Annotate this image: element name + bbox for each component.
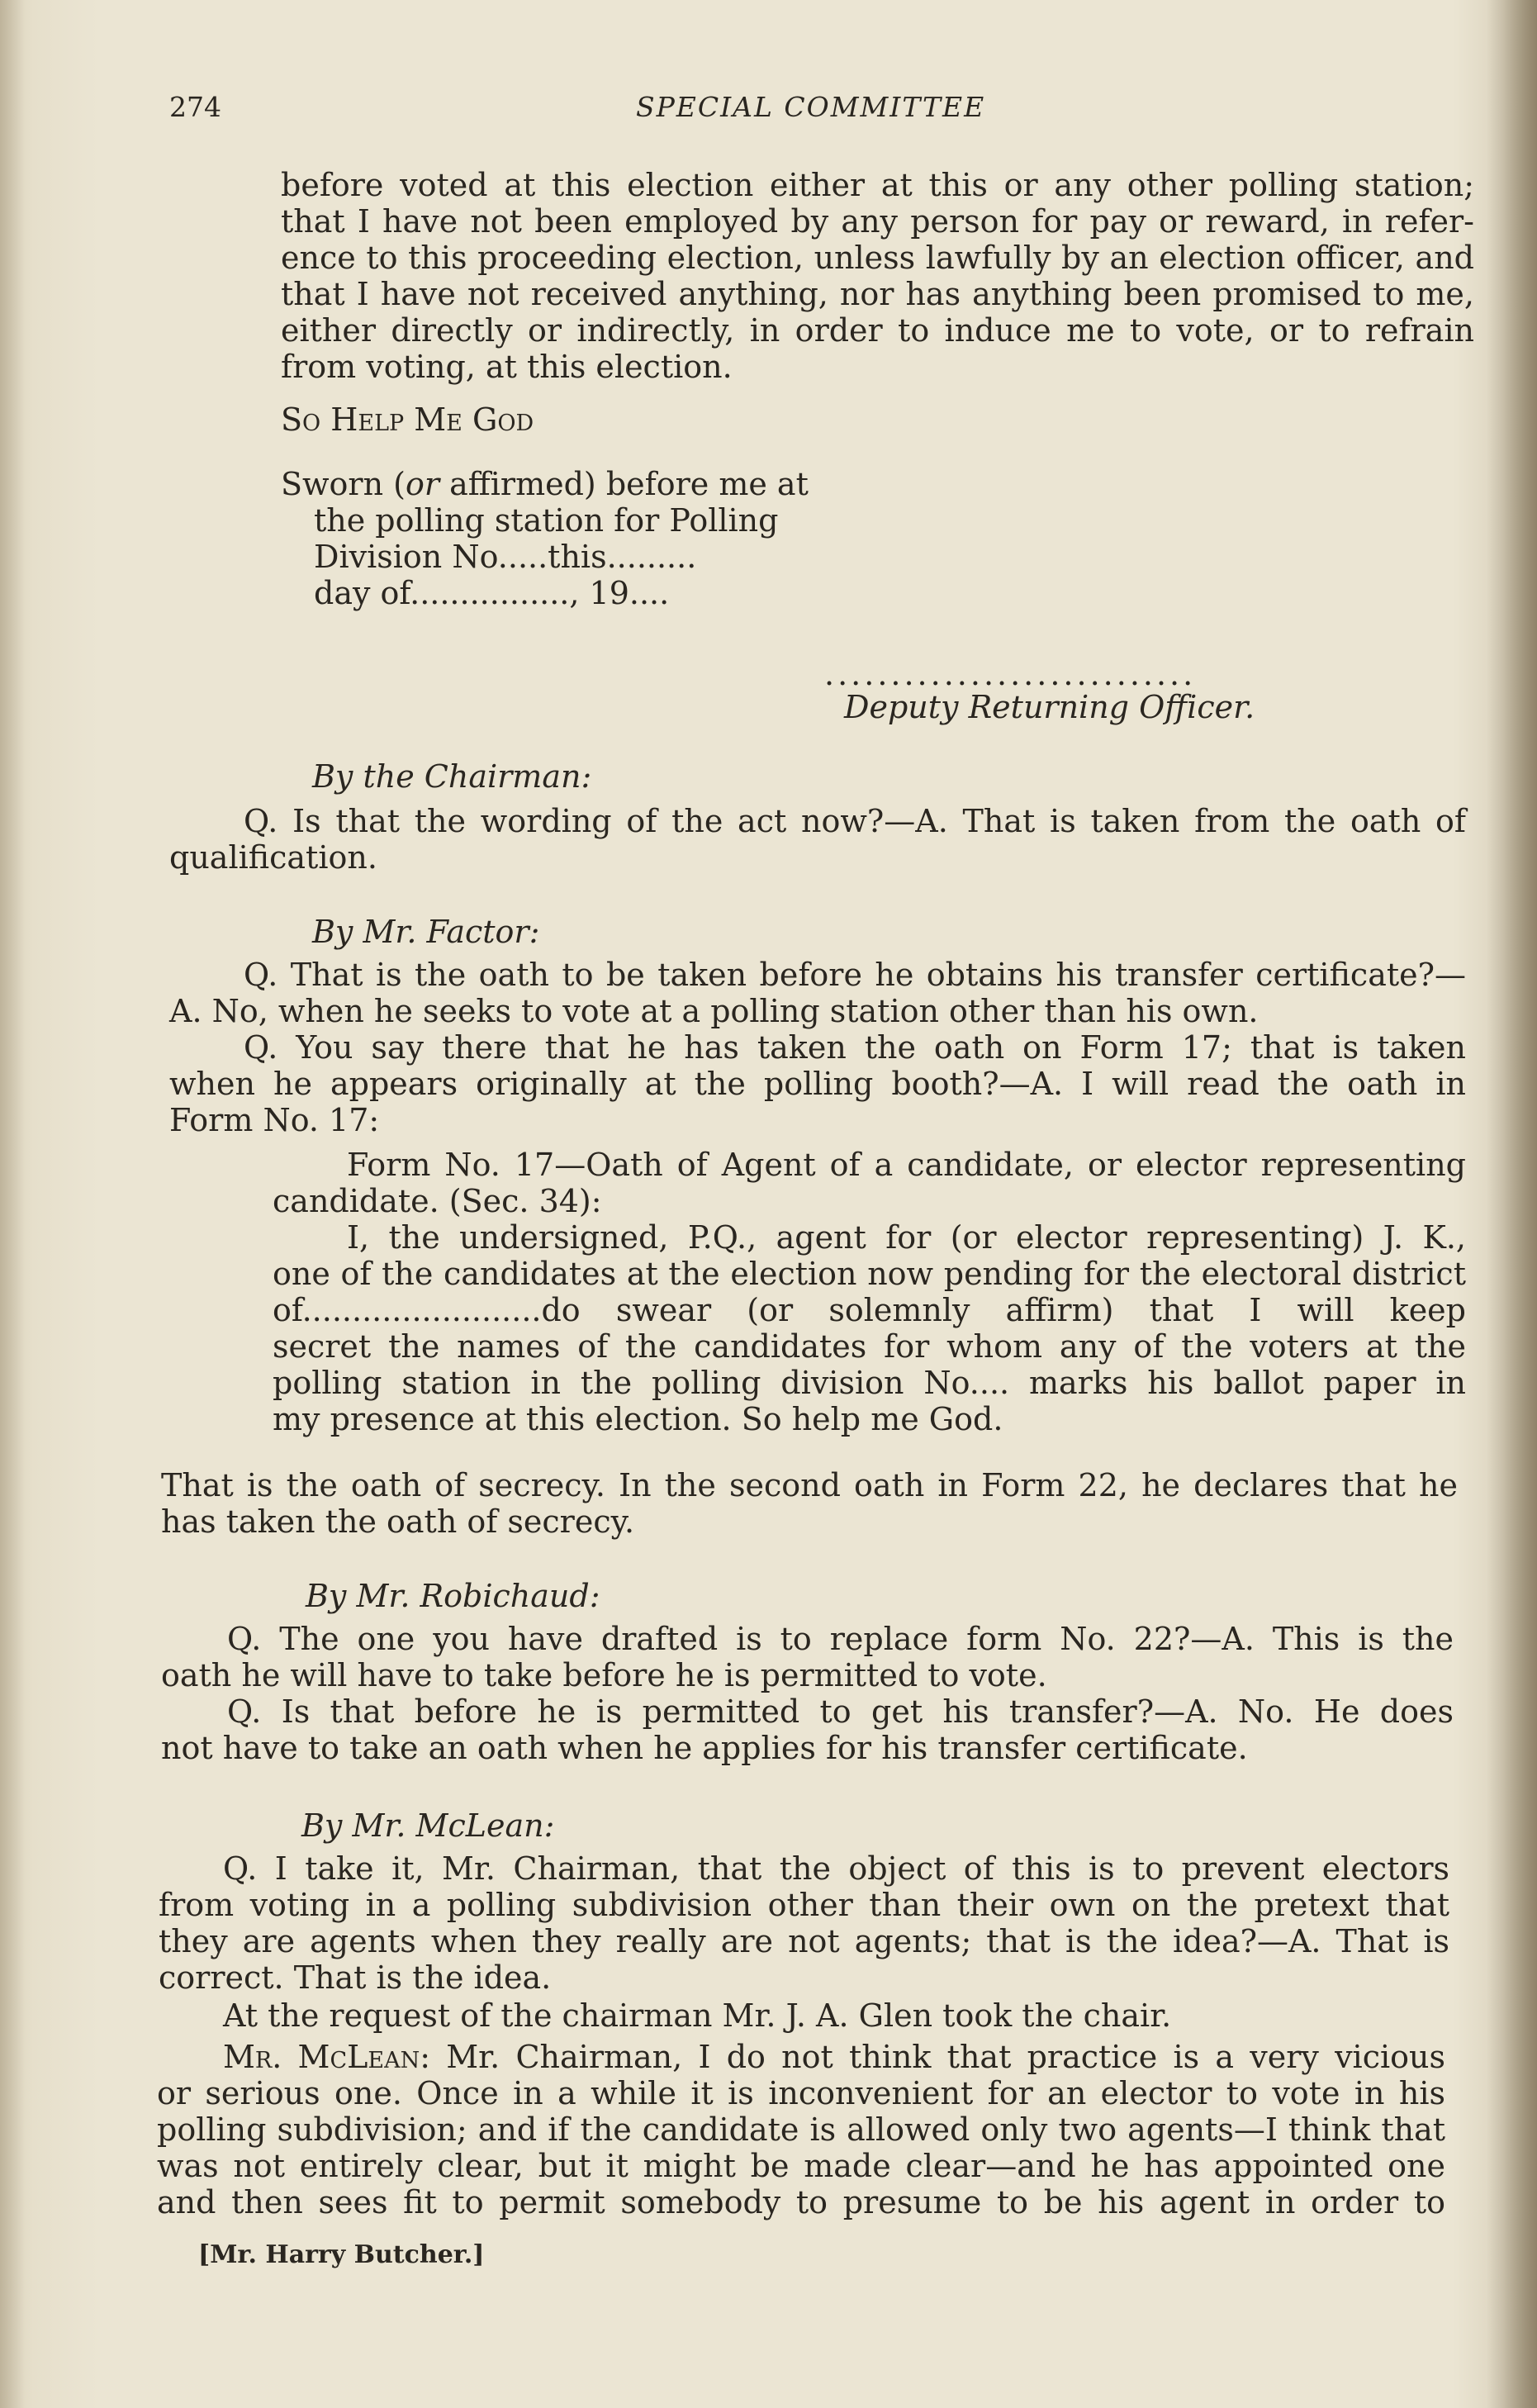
section-heading-robichaud: By Mr. Robichaud:: [306, 1578, 600, 1614]
section-heading-mclean: By Mr. McLean:: [301, 1807, 555, 1844]
form17-line: my presence at this election. So help me God.: [273, 1401, 1003, 1437]
qa-line: when he appears originally at the polling booth?—A. I will read the oath in: [169, 1066, 1466, 1102]
oath-line: ence to this proceeding election, unless lawfully by an election officer, and: [281, 240, 1474, 276]
qa-line: from voting in a polling subdivision other than their own on the pretext that: [159, 1887, 1449, 1923]
speech-line: polling subdivision; and if the candidate is allowed only two agents—I think that: [157, 2111, 1445, 2148]
form17-line: polling station in the polling division No.... marks his ballot paper in: [273, 1365, 1466, 1401]
secrecy-line: has taken the oath of secrecy.: [161, 1503, 635, 1540]
binding-shadow-right: [1487, 0, 1537, 2408]
sworn-line-2: the polling station for Polling: [314, 502, 779, 539]
speaker-name: Mr. McLean: [223, 2039, 420, 2075]
page-number: 274: [169, 91, 221, 123]
qa-line: qualification.: [169, 839, 377, 876]
sworn-line-1: Sworn (or affirmed) before me at: [281, 466, 809, 502]
speech-line: or serious one. Once in a while it is inconvenient for an elector to vote in his: [157, 2075, 1445, 2111]
oath-line: from voting, at this election.: [281, 349, 733, 385]
form17-line: one of the candidates at the election now pending for the electoral district: [273, 1256, 1466, 1292]
qa-line: Q. The one you have drafted is to replace form No. 22?—A. This is the: [227, 1621, 1454, 1657]
speech-line: and then sees fit to permit somebody to presume to be his agent in order to: [157, 2184, 1445, 2220]
speech-line: was not entirely clear, but it might be made clear—and he has appointed one: [157, 2148, 1445, 2184]
qa-line: they are agents when they really are not agents; that is the idea?—A. That is: [159, 1923, 1449, 1959]
qa-line: Q. You say there that he has taken the oath on Form 17; that is taken: [244, 1029, 1466, 1066]
qa-line: Q. That is the oath to be taken before he obtains his transfer certificate?—: [244, 957, 1466, 993]
oath-line: that I have not been employed by any person for pay or reward, in refer-: [281, 203, 1474, 240]
oath-line: that I have not received anything, nor has anything been promised to me,: [281, 276, 1474, 312]
sworn-line-4: day of................, 19....: [314, 575, 670, 611]
qa-line: A. No, when he seeks to vote at a polling station other than his own.: [169, 993, 1259, 1029]
qa-line: Q. Is that the wording of the act now?—A. That is taken from the oath of: [244, 803, 1466, 839]
sworn-line-3: Division No.....this.........: [314, 539, 697, 575]
running-head: SPECIAL COMMITTEE: [636, 91, 986, 123]
qa-line: Q. Is that before he is permitted to get his transfer?—A. No. He does: [227, 1693, 1454, 1730]
form17-line: I, the undersigned, P.Q., agent for (or elector representing) J. K.,: [347, 1219, 1466, 1256]
procedural-note: At the request of the chairman Mr. J. A. Glen took the chair.: [223, 1997, 1172, 2034]
qa-line: Q. I take it, Mr. Chairman, that the object of this is to prevent electors: [223, 1850, 1449, 1887]
qa-line: Form No. 17:: [169, 1102, 380, 1138]
qa-line: not have to take an oath when he applies for his transfer certificate.: [161, 1730, 1248, 1766]
qa-line: oath he will have to take before he is permitted to vote.: [161, 1657, 1047, 1693]
oath-line: either directly or indirectly, in order to induce me to vote, or to refrain: [281, 312, 1474, 349]
binding-shadow-left: [0, 0, 25, 2408]
secrecy-line: That is the oath of secrecy. In the second oath in Form 22, he declares that he: [161, 1467, 1458, 1503]
form17-line: Form No. 17—Oath of Agent of a candidate, or elector representing: [347, 1147, 1466, 1183]
form17-line: candidate. (Sec. 34):: [273, 1183, 602, 1219]
signature-line: ............................: [824, 656, 1197, 692]
section-heading-factor: By Mr. Factor:: [312, 914, 540, 950]
section-heading-chairman: By the Chairman:: [312, 758, 592, 795]
so-help-me-god: So Help Me God: [281, 401, 534, 438]
oath-line: before voted at this election either at this or any other polling station;: [281, 167, 1474, 203]
qa-line: correct. That is the idea.: [159, 1959, 552, 1996]
speech-line: Mr. McLean: Mr. Chairman, I do not think that practice is a very vicious: [223, 2039, 1445, 2075]
footer-tag: [Mr. Harry Butcher.]: [198, 2240, 485, 2269]
signature-title: Deputy Returning Officer.: [844, 689, 1255, 725]
form17-line: of........................do swear (or solemnly affirm) that I will keep: [273, 1292, 1466, 1328]
form17-line: secret the names of the candidates for whom any of the voters at the: [273, 1328, 1466, 1365]
